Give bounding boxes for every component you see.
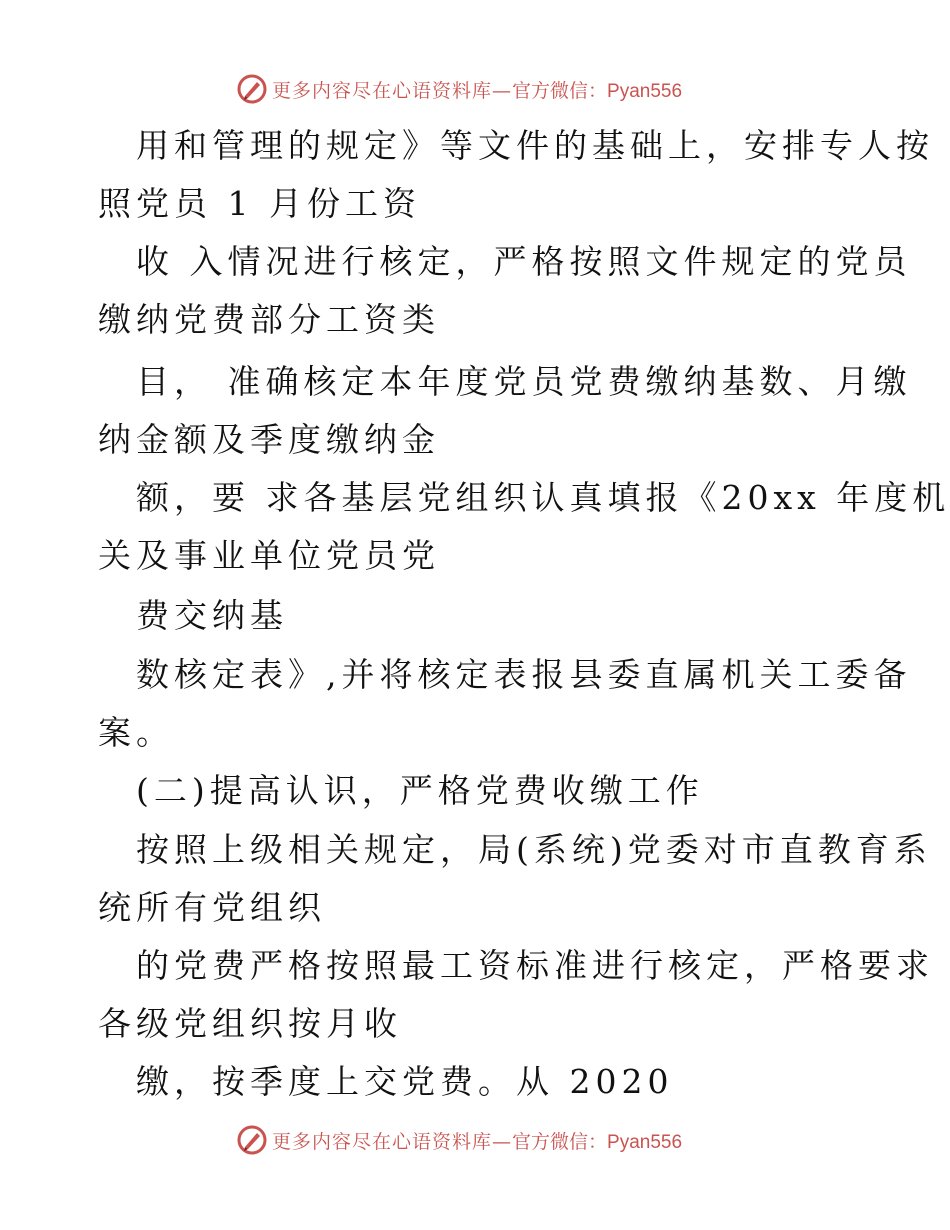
text-line: 的党费严格按照最工资标准进行核定，严格要求: [136, 946, 934, 985]
text-line: 案。: [98, 713, 174, 752]
text-line: 目， 准确核定本年度党员党费缴纳基数、月缴: [136, 362, 912, 401]
text-line: 缴纳党费部分工资类: [98, 300, 440, 339]
text-line: 数核定表》,并将核定表报县委直属机关工委备: [136, 655, 912, 694]
watermark-text: 更多内容尽在心语资料库—: [272, 79, 513, 102]
text-line: 收 入情况进行核定，严格按照文件规定的党员: [136, 242, 912, 281]
text-line: 按照上级相关规定，局(系统)党委对市直教育系: [136, 830, 932, 869]
text-line: 照党员 1 月份工资: [98, 184, 421, 223]
text-line: 费交纳基: [136, 596, 288, 635]
text-line: 额，要 求各基层党组织认真填报《20xx 年度机: [136, 478, 950, 517]
text-line: 各级党组织按月收: [98, 1004, 402, 1043]
footer-watermark: [236, 1123, 682, 1157]
text-line: 关及事业单位党员党: [98, 536, 440, 575]
text-line: 统所有党组织: [98, 888, 326, 927]
text-line: (二)提高认识，严格党费收缴工作: [136, 771, 704, 810]
header-watermark: [236, 72, 682, 106]
watermark-contact: 官方微信：Pyan556: [512, 1131, 683, 1153]
text-line: 纳金额及季度缴纳金: [98, 420, 440, 459]
text-line: 缴，按季度上交党费。从 2020: [136, 1062, 674, 1101]
text-line: 用和管理的规定》等文件的基础上，安排专人按: [136, 126, 934, 165]
pen-logo-icon: [236, 73, 268, 105]
watermark-contact: 官方微信：Pyan556: [512, 80, 683, 102]
watermark-text: 更多内容尽在心语资料库—: [272, 1130, 513, 1153]
pen-logo-icon: [236, 1124, 268, 1156]
